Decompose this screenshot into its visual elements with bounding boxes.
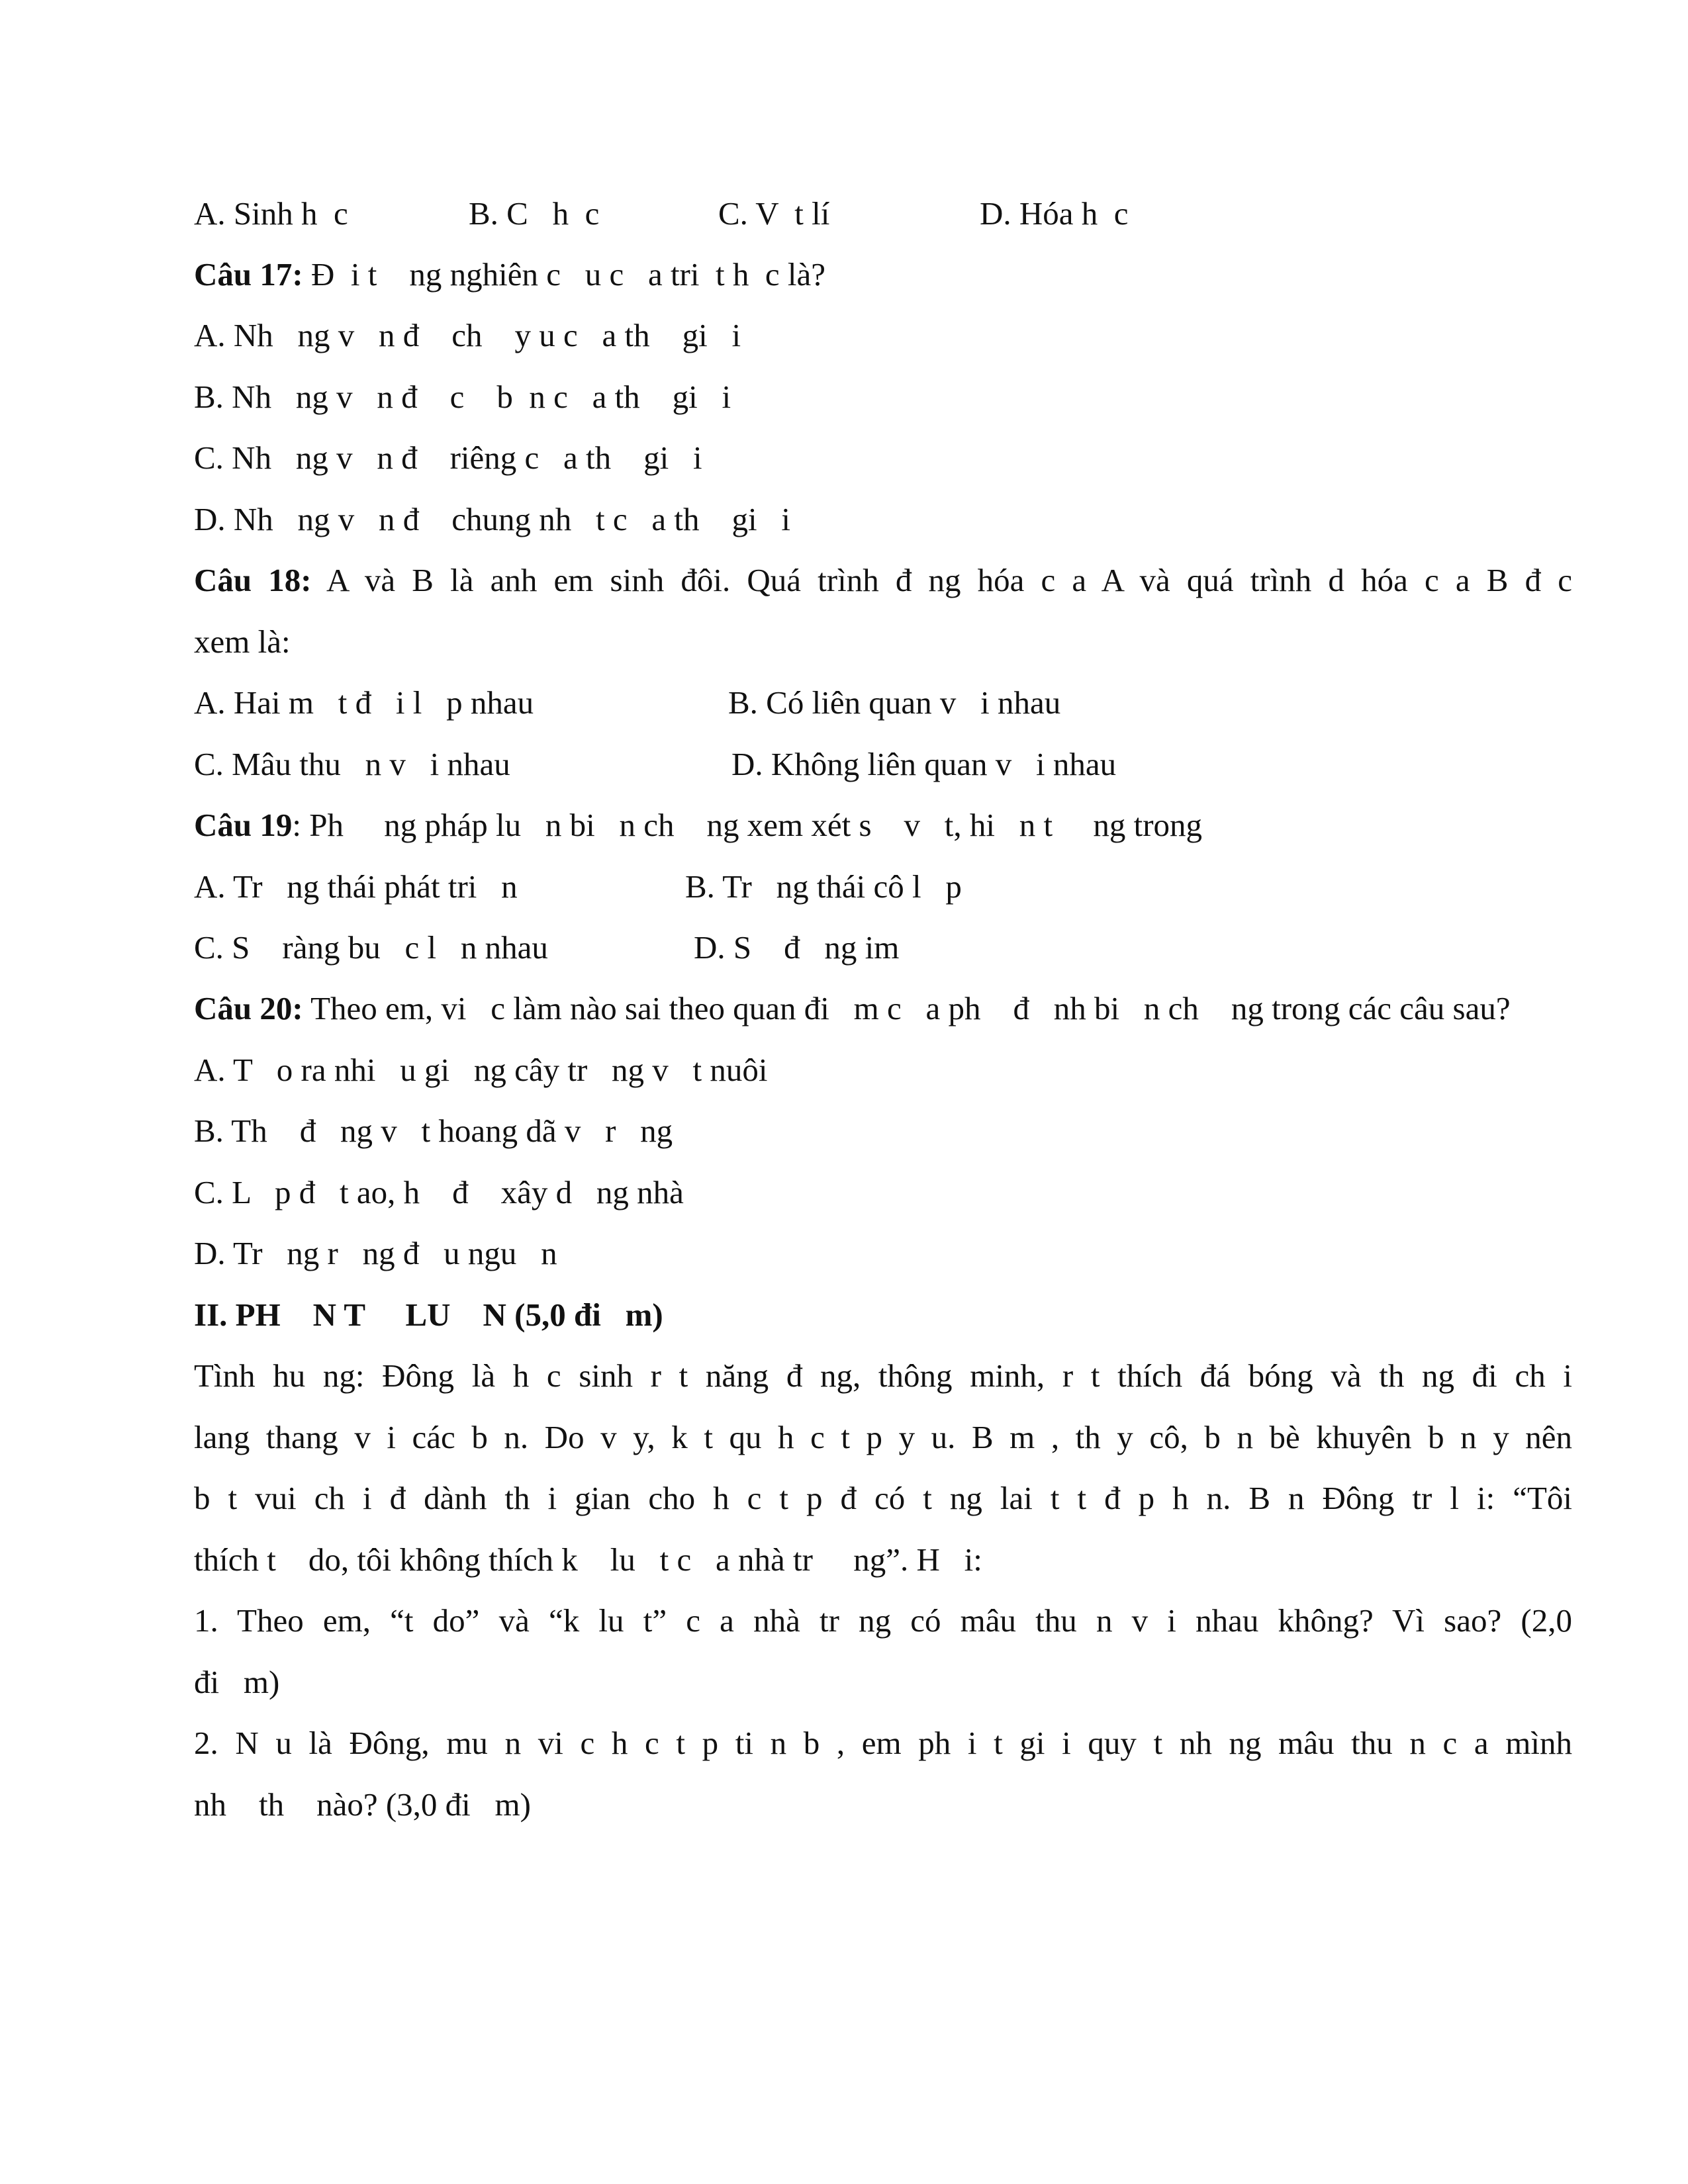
- scenario-line-1: Tình hu ng: Đông là h c sinh r t năng đ ng, thông minh, r t thích đá bóng và th ng đi ch i: [194, 1357, 1572, 1394]
- q20-label: Câu 20:: [194, 990, 303, 1026]
- q19-question: [194, 805, 1202, 845]
- q19-text: : Ph ng pháp lu n bi n ch ng xem xét s v t, hi n t ng trong: [292, 807, 1203, 843]
- q20-option-b: B. Th đ ng v t hoang dã v r ng: [194, 1113, 673, 1149]
- scenario-line-4: thích t do, tôi không thích k lu t c a nhà tr ng”. H i:: [194, 1541, 982, 1578]
- scenario-line-3: b t vui ch i đ dành th i gian cho h c t p đ có t ng lai t t đ p h n. B n Đông tr l i: “Tôi: [194, 1480, 1572, 1516]
- q16-option-b: B. C h c: [469, 195, 600, 232]
- q19-option-b: B. Tr ng thái cô l p: [685, 868, 962, 905]
- q19-option-d: D. S đ ng im: [694, 929, 900, 966]
- q18-option-d: D. Không liên quan v i nhau: [731, 746, 1117, 782]
- scenario-line-2: lang thang v i các b n. Do v y, k t qu h c t p y u. B m , th y cô, b n bè khuyên b n y nên: [194, 1419, 1572, 1455]
- q16-option-d: D. Hóa h c: [980, 195, 1129, 232]
- part2-heading: II. PH N T LU N (5,0 đi m): [194, 1297, 663, 1333]
- q18-option-c: C. Mâu thu n v i nhau: [194, 746, 510, 782]
- q20-question: [194, 989, 1511, 1028]
- q18-question-line2: xem là:: [194, 623, 291, 660]
- q20-option-a: A. T o ra nhi u gi ng cây tr ng v t nuôi: [194, 1052, 768, 1088]
- q17-label: Câu 17:: [194, 256, 303, 293]
- q17-option-c: C. Nh ng v n đ riêng c a th gi i: [194, 439, 702, 476]
- q20-option-c: C. L p đ t ao, h đ xây d ng nhà: [194, 1174, 684, 1210]
- q18-text-line1: A và B là anh em sinh đôi. Quá trình đ ng hóa c a A và quá trình d hóa c a B đ c: [311, 562, 1572, 598]
- q16-option-c: C. V t lí: [718, 195, 830, 232]
- essay-q1-line2: đi m): [194, 1664, 280, 1700]
- q17-text: Đ i t ng nghiên c u c a tri t h c là?: [303, 256, 825, 293]
- essay-q2-line2: nh th nào? (3,0 đi m): [194, 1786, 531, 1823]
- q19-label: Câu 19: [194, 807, 293, 843]
- q20-option-d: D. Tr ng r ng đ u ngu n: [194, 1235, 557, 1271]
- q17-option-d: D. Nh ng v n đ chung nh t c a th gi i: [194, 501, 790, 537]
- q18-question-line1: [194, 561, 1572, 600]
- q17-question: [194, 255, 825, 295]
- essay-q2-line1: 2. N u là Đông, mu n vi c h c t p ti n b , em ph i t gi i quy t nh ng mâu thu n c a mình: [194, 1725, 1572, 1761]
- q17-option-b: B. Nh ng v n đ c b n c a th gi i: [194, 379, 731, 415]
- q19-option-c: C. S ràng bu c l n nhau: [194, 929, 548, 966]
- q18-option-a: A. Hai m t đ i l p nhau: [194, 684, 534, 721]
- essay-q1-line1: 1. Theo em, “t do” và “k lu t” c a nhà tr ng có mâu thu n v i nhau không? Vì sao? (2,0: [194, 1602, 1572, 1639]
- q17-option-a: A. Nh ng v n đ ch y u c a th gi i: [194, 317, 741, 353]
- q19-option-a: A. Tr ng thái phát tri n: [194, 868, 518, 905]
- q18-label: Câu 18:: [194, 562, 312, 598]
- q18-option-b: B. Có liên quan v i nhau: [728, 684, 1061, 721]
- q20-text: Theo em, vi c làm nào sai theo quan đi m c a ph đ nh bi n ch ng trong các câu sau?: [303, 990, 1511, 1026]
- q16-option-a: A. Sinh h c: [194, 195, 348, 232]
